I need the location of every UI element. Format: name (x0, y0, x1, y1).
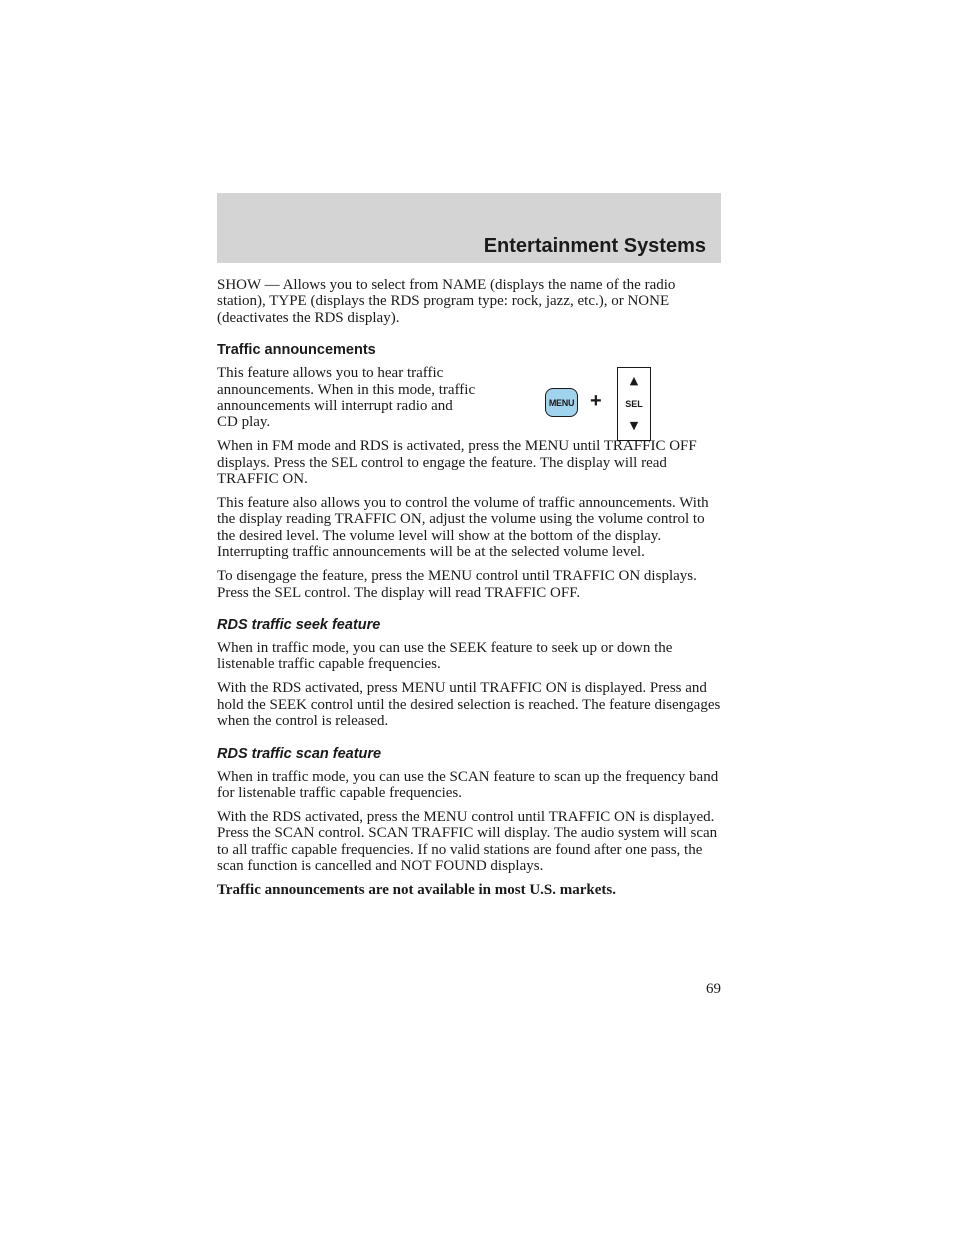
menu-sel-illustration (545, 367, 655, 443)
scan-paragraph-2: With the RDS activated, press the MENU control until TRAFFIC ON is displayed. Press the SCAN control. SCAN TRAFFIC will display. The audio system will scan to all traffic capable frequencies. If no valid stations are found after one pass, the scan function is cancelled and NOT FOUND displays. (217, 808, 718, 875)
traffic-paragraph-2: When in FM mode and RDS is activated, press the MENU until TRAFFIC OFF displays. Press the SEL control to engage the feature. The display will read TRAFFIC ON. (217, 438, 697, 488)
sel-label: SEL (625, 399, 643, 409)
down-arrow-icon: ▼ (629, 419, 639, 432)
show-paragraph: SHOW — Allows you to select from NAME (displays the name of the radio station), TYPE (displays the RDS program type: rock, jazz, etc.), or NONE (deactivates the RDS display). (217, 277, 676, 326)
seek-paragraph-1: When in traffic mode, you can use the SEEK feature to seek up or down the listenable traffic capable frequencies. (217, 640, 673, 673)
sel-control-icon (617, 367, 651, 441)
menu-button-label: MENU (548, 397, 575, 408)
plus-icon: + (590, 390, 602, 412)
up-arrow-icon: ▲ (629, 374, 639, 387)
header-band (217, 193, 721, 263)
scan-paragraph-1: When in traffic mode, you can use the SCAN feature to scan up the frequency band for listenable traffic capable frequencies. (217, 768, 719, 801)
page-number: 69 (706, 981, 721, 997)
seek-paragraph-2: With the RDS activated, press MENU until TRAFFIC ON is displayed. Press and hold the SEEK control until the desired selection is reached. The feature disengages when the control is released. (217, 680, 721, 730)
traffic-paragraph-4: To disengage the feature, press the MENU control until TRAFFIC ON displays. Press the SEL control. The display will read TRAFFIC OFF. (217, 568, 697, 601)
traffic-paragraph-1: This feature allows you to hear traffic announcements. When in this mode, traffic announcements will interrupt radio and CD play. (217, 365, 476, 431)
availability-note: Traffic announcements are not available in most U.S. markets. (217, 881, 617, 898)
traffic-paragraph-3: This feature also allows you to control the volume of traffic announcements. With the display reading TRAFFIC ON, adjust the volume using the volume control to the desired level. The volume level will show at the bottom of the display. Interrupting traffic announcements will be at the selected volume level. (217, 495, 709, 561)
scan-heading: RDS traffic scan feature (217, 745, 382, 762)
seek-heading: RDS traffic seek feature (217, 617, 381, 633)
page-title: Entertainment Systems (483, 235, 706, 257)
menu-button-icon (545, 388, 578, 417)
traffic-heading: Traffic announcements (217, 342, 376, 359)
